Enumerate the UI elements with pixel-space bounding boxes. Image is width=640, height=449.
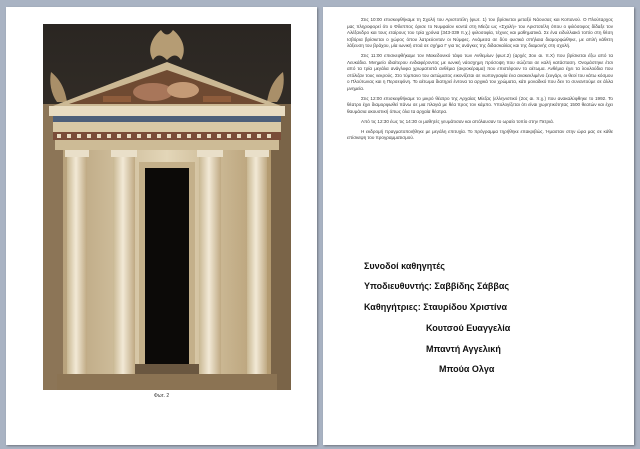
credit-line: Καθηγήτριες: Σταυρίδου Χριστίνα: [364, 302, 508, 312]
tomb-facade-photo: [43, 24, 291, 390]
paragraph: Στις 11:00 επισκεφθήκαμε τον Μακεδονικό τάφο των Ανθεμίων (φωτ.2) (αρχές 3ου αι. π.Χ) που βρίσκεται έξω από τα Λευκάδια. Μνημείο ιδιαίτερου ενδιαφέροντος με ιωνική νάοσχημη πρόσοψη που σώζεται σε καλή κατάσταση. Ονομάστηκε έτσι από τα τρία μεγάλα ανάγλυφα χρωματιστά ανθέμια (ακροκέραμα) που επιστέφουν το αέτωμα. Ανθέμια έχει τα λουλούδια που στόλιζαν τους νεκρούς. Στο τύμπανο του αετώματος εικονίζεται σε νωπογραφία ένα ανακεκλιμένο ζευγάρι, οι θεοί του κάτω κόσμου ο Πλούτωνας και η Περσεφόνη. Το αέτωμα διατηρεί έντονα τα αρχικά του χρώματα, κάτι μοναδικό που δεν το συναντούμε σε άλλα μνημεία.: [347, 53, 613, 91]
credit-line: Κουτσού Ευαγγελία: [426, 323, 511, 333]
paragraph: Η εκδρομή πραγματοποιήθηκε με μεγάλη επιτυχία. Το πρόγραμμα τηρήθηκε επακριβώς. Ήμασταν στην ώρα μας σε κάθε επίσκεψη του προγραμματισμού.: [347, 128, 613, 141]
document-page-right: [323, 7, 634, 445]
credit-line: Μπούα Ολγα: [439, 364, 495, 374]
photo-caption: Φωτ. 2: [153, 393, 170, 399]
paragraph: Στις 10:00 επισκεφθήκαμε τη Σχολή του Αριστοτέλη (φωτ. 1) του βρίσκεται μεταξύ Νάουσας και Κοπανού. Ο Πλούταρχος μας πληροφορεί ότι ο Φίλιππος όρισε το Νυμφαίον κοντά στη Μίεζα ως «Σχολή» του Αριστοτέλη όπου ο φιλόσοφος δίδαξε τον Αλέξανδρο και τους εταίρους του τρία χρόνια (343-339 π.χ.) φιλοσοφία, τέχνες και μαθηματικά. Σε ένα ειδυλλιακό τοπίο στη θέση Ισβόρια βρίσκεται ο χώρος όπου λατρεύονταν οι Νύμφες. Ανάμεσα σε δύο φυσικά σπήλαια διαμορφώθηκε, με απλή κάθετη λάξευση του βράχου, μία ιωνική στοά σε σχήμα Γ για τις ανάγκες της διδασκαλίας και της διαμονής στη σχολή.: [347, 17, 613, 49]
paragraph: Στις 12:00 επισκεφθήκαμε το μικρό θέατρο της Αρχαίας Μίεζας (ελληνιστικό (2ος αι. π.χ.) που ανακαλύφθηκε το 1992. Το θέατρο έχει διαμορφωθεί πάνω σε μια πλαγιά με θέα προς τον κάμπο. Υπολογίζεται ότι είναι χωρητικότητας 1500 θεατών και έχει θαυμάσια ακουστική όπως όλα τα αρχαία θέατρα.: [347, 95, 613, 114]
credits-heading: Συνοδοί καθηγητές: [364, 261, 445, 271]
paragraph: Από τις 12:30 έως τις 14:30 οι μαθητές γευμάτισαν και απόλαυσαν το ωραίο τοπίο στην Πετριά.: [361, 118, 555, 124]
credit-line: Μπαντή Αγγελική: [426, 344, 501, 354]
document-page-left: [6, 7, 317, 445]
credit-line: Υποδιευθυντής: Σαββίδης Σάββας: [364, 281, 510, 291]
credits-block: [323, 7, 634, 445]
